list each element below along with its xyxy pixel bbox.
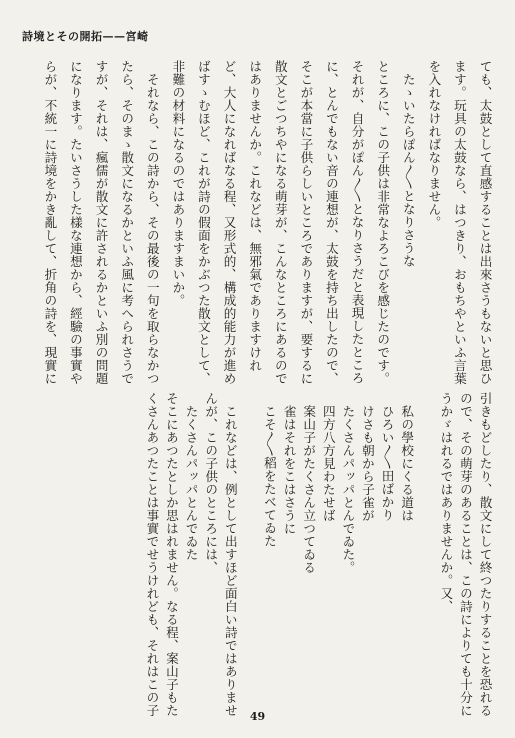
text-column: くさんあつたことは事實でせうけれども、それはこの子	[144, 392, 160, 717]
text-column: こそ〳〵稻をたべてゐた	[261, 392, 277, 548]
text-column: これなどは、例として出すほど面白い詩ではありませ	[222, 392, 238, 717]
text-column: ても、太鼓として直感することは出來さうもないと思ひ	[477, 60, 493, 385]
text-column: たゝいたらぽん〳〵となりさうな	[400, 60, 416, 268]
text-column: そこにあつたとしか思はれません。なる程、案山子もた	[163, 392, 179, 717]
text-column: に、とんでもない音の連想が、太鼓を持ち出したので、	[323, 60, 339, 385]
text-column: ので、その萌芽のあることは、この詩によりても十分に	[457, 392, 473, 717]
text-column: うかゞはれるではありませんか。又、	[438, 392, 454, 613]
text-column: すが、それは、瘋儒が散文に許されるかといふ別の問題	[93, 60, 109, 385]
text-column: らが、不統一に詩境をかき亂して、折角の詩を、現實に	[42, 60, 58, 385]
text-column: 散文とごつちやになる萌芽が、こんなところにあるので	[272, 60, 288, 385]
text-column: 四方八方見わたせば	[320, 392, 336, 522]
text-column: になります。たいさうした樣な連想から、經驗の事實や	[67, 60, 83, 385]
text-column: 引きもどしたり、散文にして終つたりすることを恐れる	[477, 392, 493, 717]
text-column: けさも朝から子雀が	[359, 392, 375, 522]
text-column: ど、大人になればなる程、又形式的、構成的能力が進め	[221, 60, 237, 385]
text-column: 私の學校にくる道は	[399, 392, 415, 522]
text-column: それが、自分がぽん〳〵となりさうだと表現したところ	[349, 60, 365, 385]
text-column: 案山子がたくさん立つてゐる	[301, 392, 317, 574]
text-column: それなら、この詩から、その最後の一句を取らなかつ	[144, 60, 160, 385]
page-number: 49	[249, 710, 266, 723]
text-column: を入れなければなりません。	[426, 60, 442, 229]
text-column: ところに、この子供は非常なよろこびを感じたのです。	[375, 60, 391, 385]
running-header: 詩境とその開拓——宮崎	[22, 30, 149, 43]
text-column: ひろい〳〵田ばかり	[379, 392, 395, 522]
text-column: ばすゝむほど、これが詩の假面をかぶつた散文として、	[195, 60, 211, 385]
text-column: はありませんか。これなどは、無邪氣でありますけれ	[247, 60, 263, 372]
text-column: んが、この子供のところには、	[203, 392, 219, 574]
text-column: たくさんパッパとんでゐた。	[340, 392, 356, 574]
text-column: 非難の材料になるのではありますまいか。	[170, 60, 186, 307]
text-column: たくさんパッパとんでゐた	[183, 392, 199, 561]
text-column: たら、そのまゝ散文になるかといふ風に考へられさうで	[119, 60, 135, 385]
text-column: 雀はそれをこはさうに	[281, 392, 297, 535]
text-column: そこが本當に子供らしいところでありますが、要するに	[298, 60, 314, 385]
text-column: ます。玩具の太鼓なら、はつきり、おもちやといふ言葉	[451, 60, 467, 385]
